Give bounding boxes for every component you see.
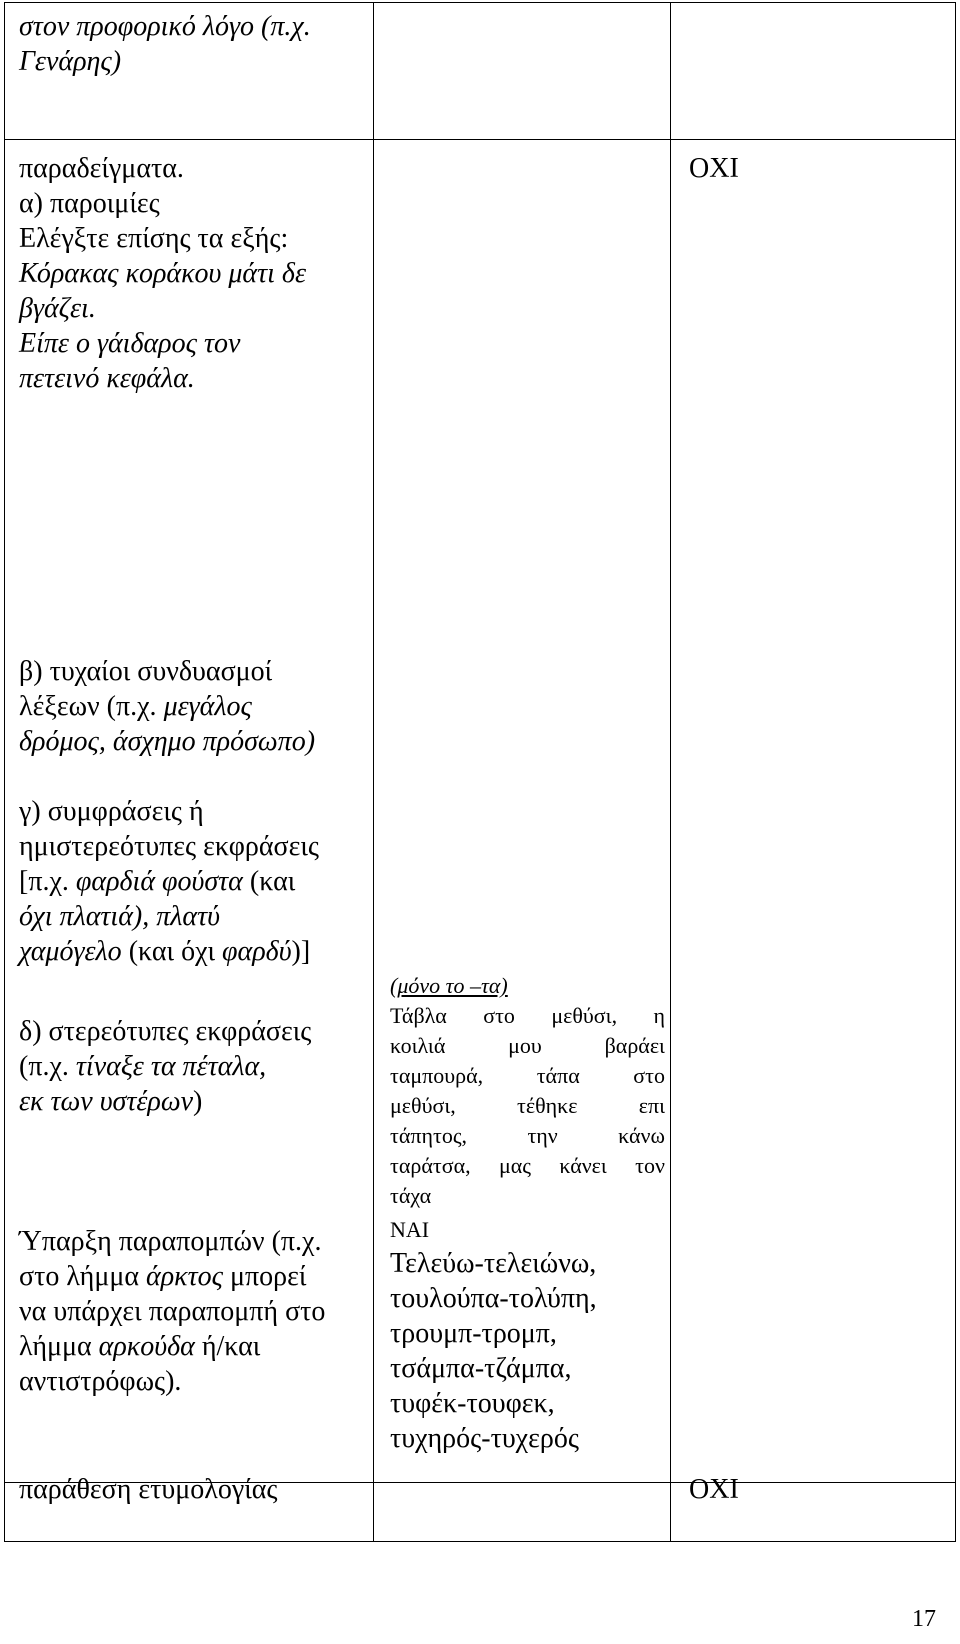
column-divider-1	[373, 3, 374, 1541]
c-line2: ημιστερεότυπες εκφράσεις	[19, 831, 320, 862]
row3-middle-line4: τσάμπα-τζάμπα,	[390, 1353, 572, 1384]
row3-middle-line2: τουλούπα-τολύπη,	[390, 1283, 597, 1314]
middle-line3: ταμπουρά, τάπα στο	[390, 1063, 665, 1088]
row2-intro-line1: παραδείγματα.	[19, 153, 184, 184]
b-line3: δρόμος, άσχημο πρόσωπο)	[19, 726, 316, 757]
d-line3: εκ των υστέρων)	[19, 1086, 203, 1117]
row-divider-1	[5, 139, 955, 140]
middle-line1: Τάβλα στο μεθύσι, η	[390, 1003, 665, 1028]
c-line3: [π.χ. φαρδιά φούστα (και	[19, 866, 296, 897]
row2-intro-line2: α) παροιμίες	[19, 188, 160, 219]
c-line1: γ) συμφράσεις ή	[19, 796, 204, 827]
row3-line4: λήμμα αρκούδα ή/και	[19, 1331, 261, 1362]
row1-left-line1: στον προφορικό λόγο (π.χ.	[19, 11, 311, 42]
b-line1: β) τυχαίοι συνδυασμοί	[19, 656, 273, 687]
row3-line1: Ύπαρξη παραπομπών (π.χ.	[19, 1226, 322, 1257]
middle-text-block	[390, 1001, 665, 1211]
middle-line2: κοιλιά μου βαράει	[390, 1033, 665, 1058]
middle-line5: τάπητος, την κάνω	[390, 1123, 665, 1148]
row2-answer: ΟΧΙ	[689, 153, 739, 184]
row3-line3: να υπάρχει παραπομπή στο	[19, 1296, 326, 1327]
row3-line5: αντιστρόφως).	[19, 1366, 182, 1397]
row2-intro-line3: Ελέγξτε επίσης τα εξής:	[19, 223, 289, 254]
b-line2: λέξεων (π.χ. μεγάλος	[19, 691, 252, 722]
row3-middle-line1: Τελεύω-τελειώνω,	[390, 1248, 597, 1279]
proverb-line1: Κόρακας κοράκου μάτι δε	[19, 258, 306, 289]
d-line1: δ) στερεότυπες εκφράσεις	[19, 1016, 312, 1047]
middle-line6: ταράτσα, μας κάνει τον	[390, 1153, 665, 1178]
table	[4, 2, 956, 1542]
proverb-line2: βγάζει.	[19, 293, 96, 324]
c-line4: όχι πλατιά), πλατύ	[19, 901, 220, 932]
d-line2: (π.χ. τίναξε τα πέταλα,	[19, 1051, 267, 1082]
row1-left-line2: Γενάρης)	[19, 46, 122, 77]
row4-left: παράθεση ετυμολογίας	[19, 1474, 278, 1505]
row4-answer: ΟΧΙ	[689, 1474, 739, 1505]
row3-middle-line5: τυφέκ-τουφεκ,	[390, 1388, 555, 1419]
c-line5: χαμόγελο (και όχι φαρδύ)]	[19, 936, 311, 967]
row3-line2: στο λήμμα άρκτος μπορεί	[19, 1261, 307, 1292]
column-divider-2	[670, 3, 671, 1541]
row3-middle-line3: τρουμπ-τρομπ,	[390, 1318, 557, 1349]
middle-note: (μόνο το –τα)	[390, 973, 508, 998]
row3-middle-line6: τυχηρός-τυχερός	[390, 1423, 579, 1454]
middle-line4: μεθύσι, τέθηκε επι	[390, 1093, 665, 1118]
page-number: 17	[912, 1606, 936, 1632]
proverb-line3: Είπε ο γάιδαρος τον	[19, 328, 241, 359]
middle-line7: τάχα	[390, 1183, 432, 1208]
row3-middle-answer: ΝΑΙ	[390, 1217, 430, 1242]
proverb-line4: πετεινό κεφάλα.	[19, 363, 195, 394]
